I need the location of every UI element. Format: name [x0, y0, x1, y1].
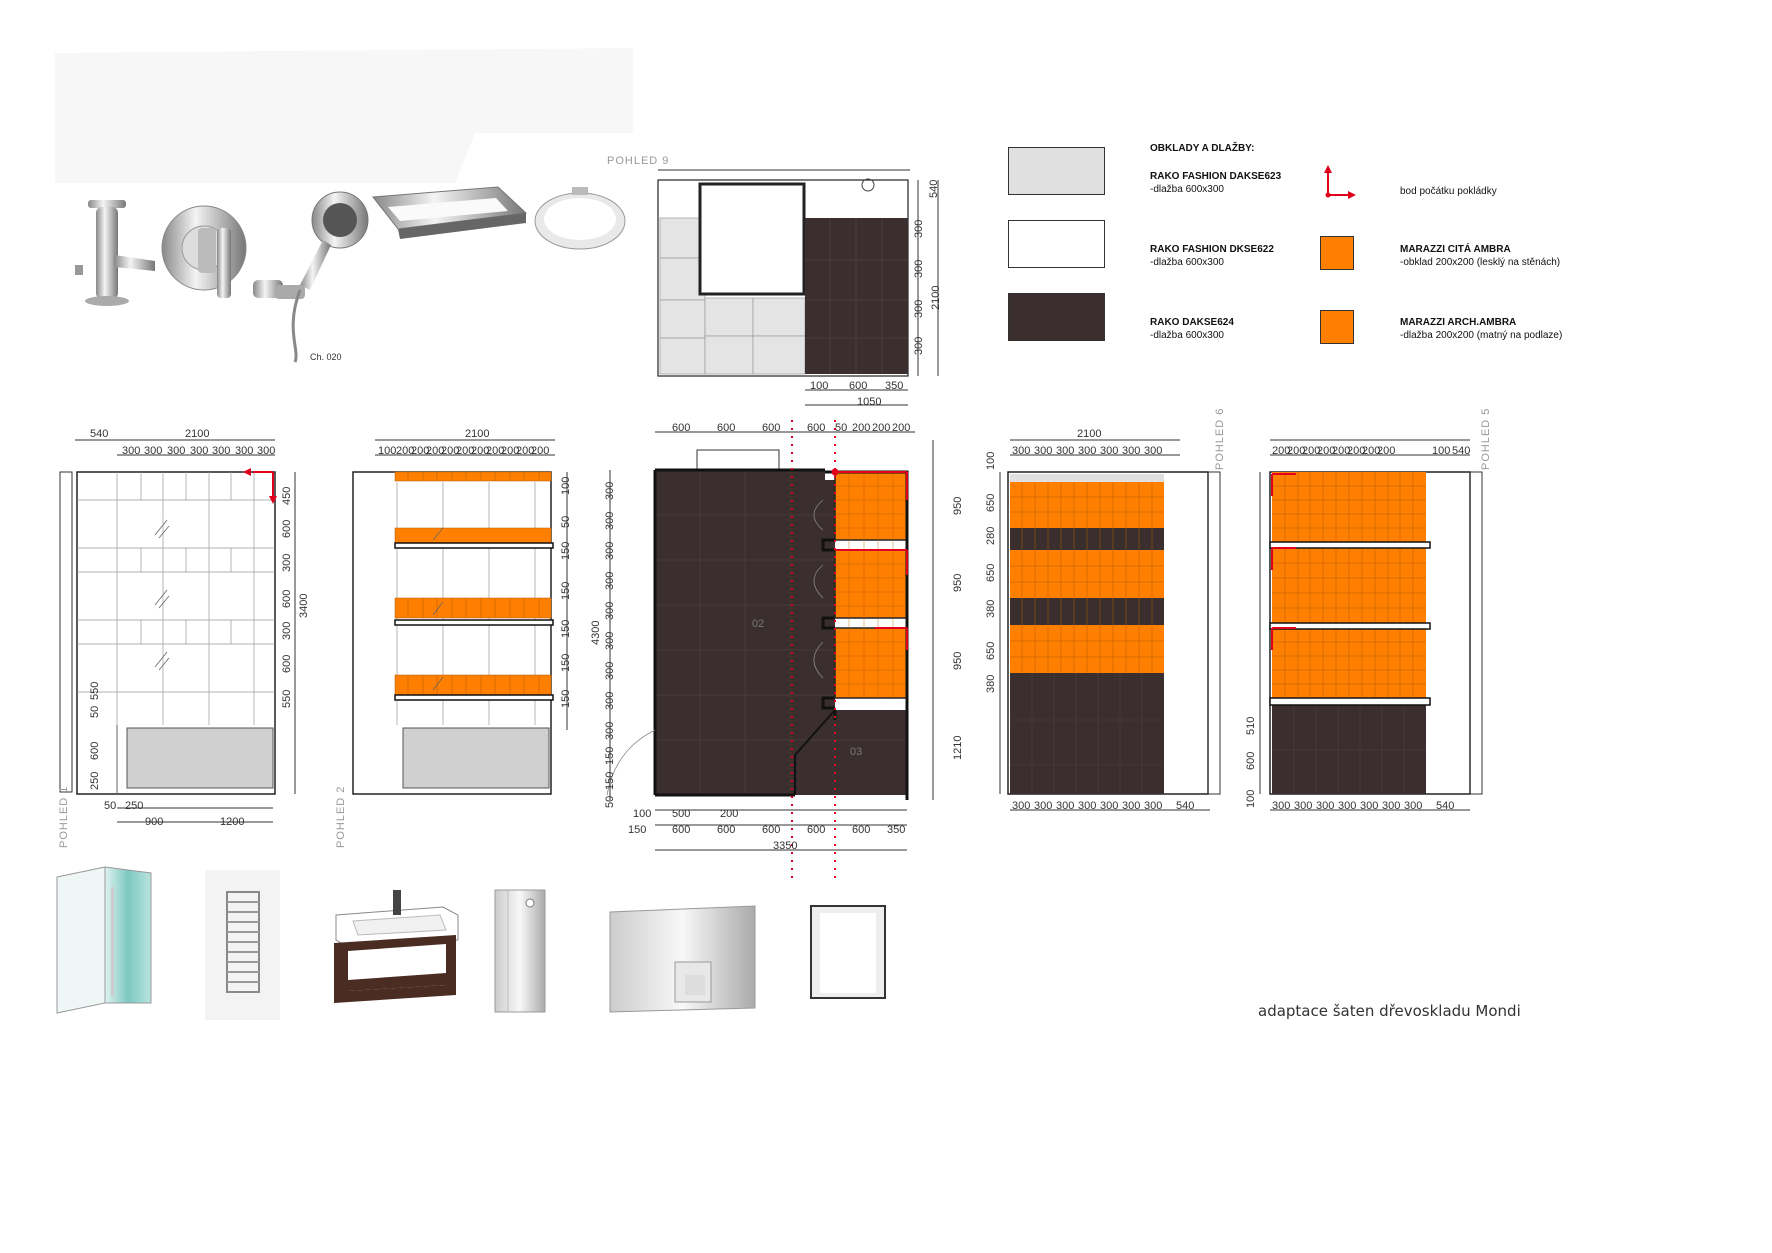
- dim-p6-100: 100: [985, 451, 997, 470]
- dim-plan-l9: 300: [604, 721, 616, 740]
- paper-note-area: [55, 48, 635, 183]
- dim-p5-200b: 200: [1287, 445, 1306, 457]
- dim-plan-b200: 200: [720, 808, 739, 820]
- dim-plan-l3: 300: [604, 541, 616, 560]
- dim-p2-200e: 200: [456, 445, 475, 457]
- dim-p2-50r: 50: [560, 515, 572, 528]
- dim-p1-600b: 600: [281, 589, 293, 608]
- dim-plan-3350: 3350: [773, 840, 798, 852]
- dim-p1-50b: 50: [104, 800, 117, 812]
- legend-item-3-name: RAKO DAKSE624: [1150, 317, 1234, 328]
- dim-p6-b6: 300: [1122, 800, 1141, 812]
- pohled-2-label: POHLED 2: [335, 785, 347, 848]
- dim-plan-l8: 300: [604, 691, 616, 710]
- dim-p5-200g: 200: [1362, 445, 1381, 457]
- dim-p2-150c: 150: [560, 619, 572, 638]
- dim-p1-550r: 550: [281, 689, 293, 708]
- dim-plan-l10: 150: [604, 746, 616, 765]
- dim-p5-b2: 300: [1294, 800, 1313, 812]
- dim-p2-200i: 200: [516, 445, 535, 457]
- dim-p6-300a: 300: [1012, 445, 1031, 457]
- dim-plan-950b: 950: [952, 573, 964, 592]
- dim-p2-150b: 150: [560, 581, 572, 600]
- dim-p1-300f: 300: [235, 445, 254, 457]
- legend-item-1-name: RAKO FASHION DAKSE623: [1150, 171, 1282, 182]
- dim-p5-200f: 200: [1347, 445, 1366, 457]
- room-02-label: 02: [752, 618, 765, 630]
- dim-p2-100r: 100: [560, 476, 572, 495]
- dim-plan-l12: 50: [604, 795, 616, 808]
- dim-p6-b5: 300: [1100, 800, 1119, 812]
- dim-plan-l2: 300: [604, 511, 616, 530]
- dim-p5-b7: 300: [1404, 800, 1423, 812]
- hand-dryer-icon: [605, 900, 760, 1015]
- dim-p1-50: 50: [89, 705, 101, 718]
- dim-plan-b600b: 600: [717, 824, 736, 836]
- dim-plan-b600a: 600: [672, 824, 691, 836]
- dim-p1-450: 450: [281, 486, 293, 505]
- dim-p1-3400: 3400: [298, 593, 310, 618]
- dim-p1-300b: 300: [144, 445, 163, 457]
- swatch-arch-ambra: [1320, 310, 1354, 344]
- legend-item-6-name: MARAZZI ARCH.AMBRA: [1400, 317, 1517, 328]
- dim-p6-650b: 650: [985, 563, 997, 582]
- dim-p2-150d: 150: [560, 653, 572, 672]
- dim-p5-b8: 540: [1436, 800, 1455, 812]
- dim-p6-b7: 300: [1144, 800, 1163, 812]
- dim-p2-200c: 200: [426, 445, 445, 457]
- dim-p6-b4: 300: [1078, 800, 1097, 812]
- dim-p1-300h: 300: [281, 553, 293, 572]
- dim-p5-100: 100: [1432, 445, 1451, 457]
- start-point-marker-icon: [1320, 165, 1360, 200]
- shower-enclosure-icon: [55, 865, 155, 1015]
- dim-plan-b500: 500: [672, 808, 691, 820]
- dim-p2-200f: 200: [471, 445, 490, 457]
- dim-p1-300i: 300: [281, 621, 293, 640]
- legend-item-6-desc: -dlažba 200x200 (matný na podlaze): [1400, 330, 1563, 341]
- dim-p5-b1: 300: [1272, 800, 1291, 812]
- dim-p2-200b: 200: [411, 445, 430, 457]
- dim-p5-200e: 200: [1332, 445, 1351, 457]
- dim-p6-280: 280: [985, 526, 997, 545]
- dim-p1-900: 900: [145, 816, 164, 828]
- dim-p6-380a: 380: [985, 599, 997, 618]
- dim-plan-b350: 350: [887, 824, 906, 836]
- dim-p1-300c: 300: [167, 445, 186, 457]
- dim-p5-200d: 200: [1317, 445, 1336, 457]
- dim-pohled9-1050: 1050: [857, 396, 882, 408]
- dim-p5-b5: 300: [1360, 800, 1379, 812]
- dim-p6-650a: 650: [985, 493, 997, 512]
- elevation-pohled-2: [345, 430, 585, 830]
- dim-p6-650c: 650: [985, 641, 997, 660]
- dim-plan-l1: 300: [604, 481, 616, 500]
- pohled-6-label: POHLED 6: [1214, 407, 1226, 470]
- dim-pohled9-300a: 300: [913, 219, 925, 238]
- towel-radiator-icon: [205, 870, 280, 1020]
- dim-p5-b4: 300: [1338, 800, 1357, 812]
- dim-p2-150e: 150: [560, 689, 572, 708]
- faucet-icon: [70, 195, 165, 310]
- drawing-caption: adaptace šaten dřevoskladu Mondi: [1258, 1002, 1521, 1020]
- dim-p6-2100: 2100: [1077, 428, 1102, 440]
- dim-pohled9-100: 100: [810, 380, 829, 392]
- dim-plan-b100: 100: [633, 808, 652, 820]
- dim-p6-300b: 300: [1034, 445, 1053, 457]
- dim-p6-b2: 300: [1034, 800, 1053, 812]
- dim-p1-1200: 1200: [220, 816, 245, 828]
- dim-p2-200g: 200: [486, 445, 505, 457]
- light-fixture-icon: [368, 185, 528, 245]
- dim-plan-l6: 300: [604, 631, 616, 650]
- dim-p1-300a: 300: [122, 445, 141, 457]
- dim-p6-380b: 380: [985, 674, 997, 693]
- elevation-pohled-1: [55, 430, 305, 830]
- dim-p6-300f: 300: [1122, 445, 1141, 457]
- dim-plan-200b: 200: [872, 422, 891, 434]
- legend-item-2-desc: -dlažba 600x300: [1150, 257, 1224, 268]
- dim-plan-950c: 950: [952, 651, 964, 670]
- dim-p1-600a: 600: [281, 519, 293, 538]
- legend-item-5-name: MARAZZI CITÁ AMBRA: [1400, 244, 1511, 255]
- legend-title: OBKLADY A DLAŽBY:: [1150, 143, 1255, 154]
- dim-p1-550l: 550: [89, 681, 101, 700]
- elevation-pohled-9: [600, 160, 945, 410]
- dim-p1-300e: 300: [212, 445, 231, 457]
- dim-p5-200a: 200: [1272, 445, 1291, 457]
- dim-plan-b600c: 600: [762, 824, 781, 836]
- dim-plan-b600d: 600: [807, 824, 826, 836]
- dim-p5-540: 540: [1452, 445, 1471, 457]
- dim-p2-150a: 150: [560, 541, 572, 560]
- pohled-9-label: POHLED 9: [607, 155, 670, 167]
- dim-pohled9-600: 600: [849, 380, 868, 392]
- legend-item-5-desc: -obklad 200x200 (lesklý na stěnách): [1400, 257, 1561, 268]
- dim-pohled9-300d: 300: [913, 336, 925, 355]
- dim-plan-l11: 150: [604, 771, 616, 790]
- dim-plan-950a: 950: [952, 496, 964, 515]
- dim-plan-600a: 600: [672, 422, 691, 434]
- dim-plan-200c: 200: [892, 422, 911, 434]
- dim-p1-2100: 2100: [185, 428, 210, 440]
- dim-plan-600b: 600: [717, 422, 736, 434]
- shower-mixer-icon: [160, 198, 250, 298]
- swatch-dakse623: [1008, 147, 1105, 195]
- dim-p6-b8: 540: [1176, 800, 1195, 812]
- washbasin-vanity-icon: [328, 885, 463, 1010]
- dim-plan-600c: 600: [762, 422, 781, 434]
- dim-p6-b3: 300: [1056, 800, 1075, 812]
- dim-p6-b1: 300: [1012, 800, 1031, 812]
- legend-item-3-desc: -dlažba 600x300: [1150, 330, 1224, 341]
- dim-p2-200d: 200: [441, 445, 460, 457]
- dim-p5-200h: 200: [1377, 445, 1396, 457]
- dim-plan-4300: 4300: [590, 620, 602, 645]
- legend-item-2-name: RAKO FASHION DKSE622: [1150, 244, 1274, 255]
- dim-pohled9-350: 350: [885, 380, 904, 392]
- dim-p5-100l: 100: [1245, 789, 1257, 808]
- dim-p2-2100: 2100: [465, 428, 490, 440]
- soap-dispenser-icon: [490, 885, 550, 1015]
- dim-plan-50: 50: [835, 422, 848, 434]
- elevation-pohled-5: [1240, 430, 1500, 830]
- dim-p6-300d: 300: [1078, 445, 1097, 457]
- dim-p1-540: 540: [90, 428, 109, 440]
- swatch-cita-ambra: [1320, 236, 1354, 270]
- dim-p5-b3: 300: [1316, 800, 1335, 812]
- legend-item-4-name: bod počátku pokládky: [1400, 186, 1497, 197]
- elevation-pohled-6: [980, 430, 1230, 830]
- dim-pohled9-2100: 2100: [930, 285, 942, 310]
- dim-plan-200a: 200: [852, 422, 871, 434]
- dim-p1-600c: 600: [281, 654, 293, 673]
- dim-p2-200h: 200: [501, 445, 520, 457]
- dim-p6-300g: 300: [1144, 445, 1163, 457]
- swatch-dakse624: [1008, 293, 1105, 341]
- dim-p5-510: 510: [1245, 716, 1257, 735]
- dim-plan-l5: 300: [604, 601, 616, 620]
- dim-plan-1210: 1210: [952, 735, 964, 760]
- dim-p1-250l: 250: [89, 771, 101, 790]
- dim-pohled9-300c: 300: [913, 299, 925, 318]
- pohled-1-label: POHLED 1: [58, 785, 70, 848]
- dim-p5-600: 600: [1245, 751, 1257, 770]
- dim-p2-200a: 200: [396, 445, 415, 457]
- chapter-number: Ch. 020: [310, 352, 342, 362]
- room-03-label: 03: [850, 746, 863, 758]
- dim-plan-b600e: 600: [852, 824, 871, 836]
- hand-shower-icon: [245, 190, 375, 365]
- dim-p1-250b: 250: [125, 800, 144, 812]
- dim-p6-300e: 300: [1100, 445, 1119, 457]
- dim-p1-300g: 300: [257, 445, 276, 457]
- dim-p1-300d: 300: [190, 445, 209, 457]
- dim-p5-b6: 300: [1382, 800, 1401, 812]
- legend-item-1-desc: -dlažba 600x300: [1150, 184, 1224, 195]
- dim-plan-b150: 150: [628, 824, 647, 836]
- dim-pohled9-540: 540: [928, 179, 940, 198]
- swatch-dkse622: [1008, 220, 1105, 268]
- waste-bin-icon: [808, 903, 888, 1001]
- dim-p1-600l: 600: [89, 741, 101, 760]
- pohled-5-label: POHLED 5: [1480, 407, 1492, 470]
- dim-p2-100: 100: [378, 445, 397, 457]
- dim-p6-300c: 300: [1056, 445, 1075, 457]
- dim-plan-600d: 600: [807, 422, 826, 434]
- dim-p2-200j: 200: [531, 445, 550, 457]
- dim-p5-200c: 200: [1302, 445, 1321, 457]
- dim-pohled9-300b: 300: [913, 259, 925, 278]
- dim-plan-l7: 300: [604, 661, 616, 680]
- dim-plan-l4: 300: [604, 571, 616, 590]
